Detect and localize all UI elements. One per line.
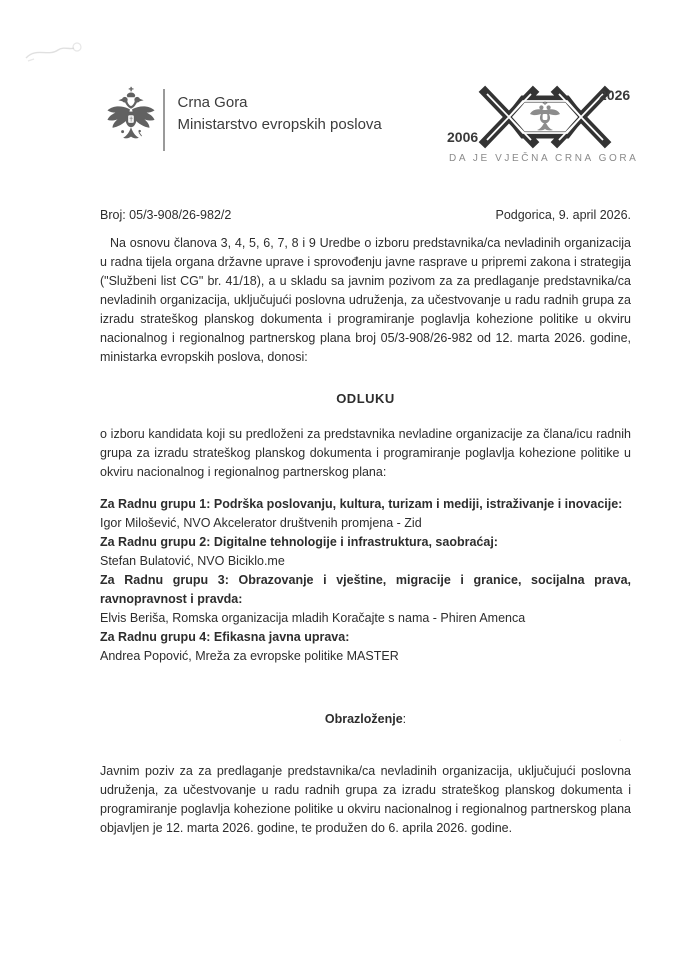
explanation-title xyxy=(100,710,631,729)
explanation-paragraph: Javnim poziv za za predlaganje predstavnika/ca nevladinih organizacija, uključujući poslovna udruženja, za učestvovanje u radu radnih grupa za izradu strateškog planskog dokumenta i programiranje poglavlja kohezione politike u okviru nacionalnog i regionalnog partnerskog plana objavljen je 12. marta 2026. godine, te produžen do 6. aprila 2026. godine. xyxy=(100,764,631,835)
handwritten-mark xyxy=(18,36,100,68)
group-member: Andrea Popović, Mreža za evropske politike MASTER xyxy=(100,649,399,663)
place-date: Podgorica, 9. april 2026. xyxy=(495,208,631,222)
document-body xyxy=(100,206,631,838)
legal-basis-paragraph: Na osnovu članova 3, 4, 5, 6, 7, 8 i 9 Uredbe o izboru predstavnika/ca nevladinih organizacija u radna tijela organa državne uprave i sprovođenju javne rasprave u pripremi zakona i strategija ("Službeni list CG" br. 41/18), a u skladu sa javnim pozivom za za predlaganje predstavnika/ca nevladinih organizacija, uključujući poslovna udruženja, za učestvovanje u radu radnih grupa za izradu strateškog planskog dokumenta i programiranje poglavlja kohezione politike u okviru nacionalnog i regionalnog partnerskog plana broj 05/3-908/26-982 od 12. marta 2026. godine, ministarka evropskih poslova, donosi: xyxy=(100,236,631,364)
group-member: Igor Milošević, NVO Akcelerator društvenih promjena - Zid xyxy=(100,516,422,530)
anniversary-year-start: 2006 xyxy=(447,129,479,145)
working-group-item xyxy=(100,628,631,666)
reference-number: Broj: 05/3-908/26-982/2 xyxy=(100,208,232,222)
scan-artifact: · xyxy=(619,737,622,744)
org-text-block xyxy=(178,92,382,136)
working-groups-list xyxy=(100,495,631,666)
anniversary-logo xyxy=(447,84,639,164)
meta-row xyxy=(100,206,631,225)
explanation-title-word: Obrazloženje xyxy=(324,712,403,726)
header-divider xyxy=(163,89,165,151)
decision-title: ODLUKU xyxy=(336,391,395,406)
group-heading: Za Radnu grupu 1: Podrška poslovanju, kultura, turizam i mediji, istraživanje i inovacije: xyxy=(100,497,623,511)
group-member: Stefan Bulatović, NVO Biciklo.me xyxy=(100,554,285,568)
group-heading: Za Radnu grupu 3: Obrazovanje i vještine, migracije i granice, socijalna prava, ravnopravnost i pravda: xyxy=(100,573,631,606)
anniversary-year-end: 2026 xyxy=(599,87,631,103)
group-heading: Za Radnu grupu 4: Efikasna javna uprava: xyxy=(100,630,350,644)
coat-of-arms-icon xyxy=(103,86,159,156)
group-member: Elvis Beriša, Romska organizacija mladih Koračajte s nama - Phiren Amenca xyxy=(100,611,526,625)
working-group-item xyxy=(100,495,631,533)
ministry-letterhead xyxy=(103,86,382,156)
org-name: Crna Gora xyxy=(177,94,248,111)
anniversary-logo-icon xyxy=(447,84,633,150)
working-group-item xyxy=(100,571,631,628)
group-heading: Za Radnu grupu 2: Digitalne tehnologije i infrastruktura, saobraćaj: xyxy=(100,535,498,549)
working-group-item xyxy=(100,533,631,571)
explanation-title-colon: : xyxy=(402,712,407,726)
anniversary-tagline: DA JE VJEČNA CRNA GORA xyxy=(449,153,639,164)
org-unit: Ministarstvo evropskih poslova xyxy=(177,116,382,133)
decision-subject: o izboru kandidata koji su predloženi za predstavnika nevladine organizacije za člana/icu radnih grupa za izradu strateškog planskog dokumenta i programiranje poglavlja kohezione politike u okviru nacionalnog i regionalnog partnerskog plana: xyxy=(100,427,631,479)
